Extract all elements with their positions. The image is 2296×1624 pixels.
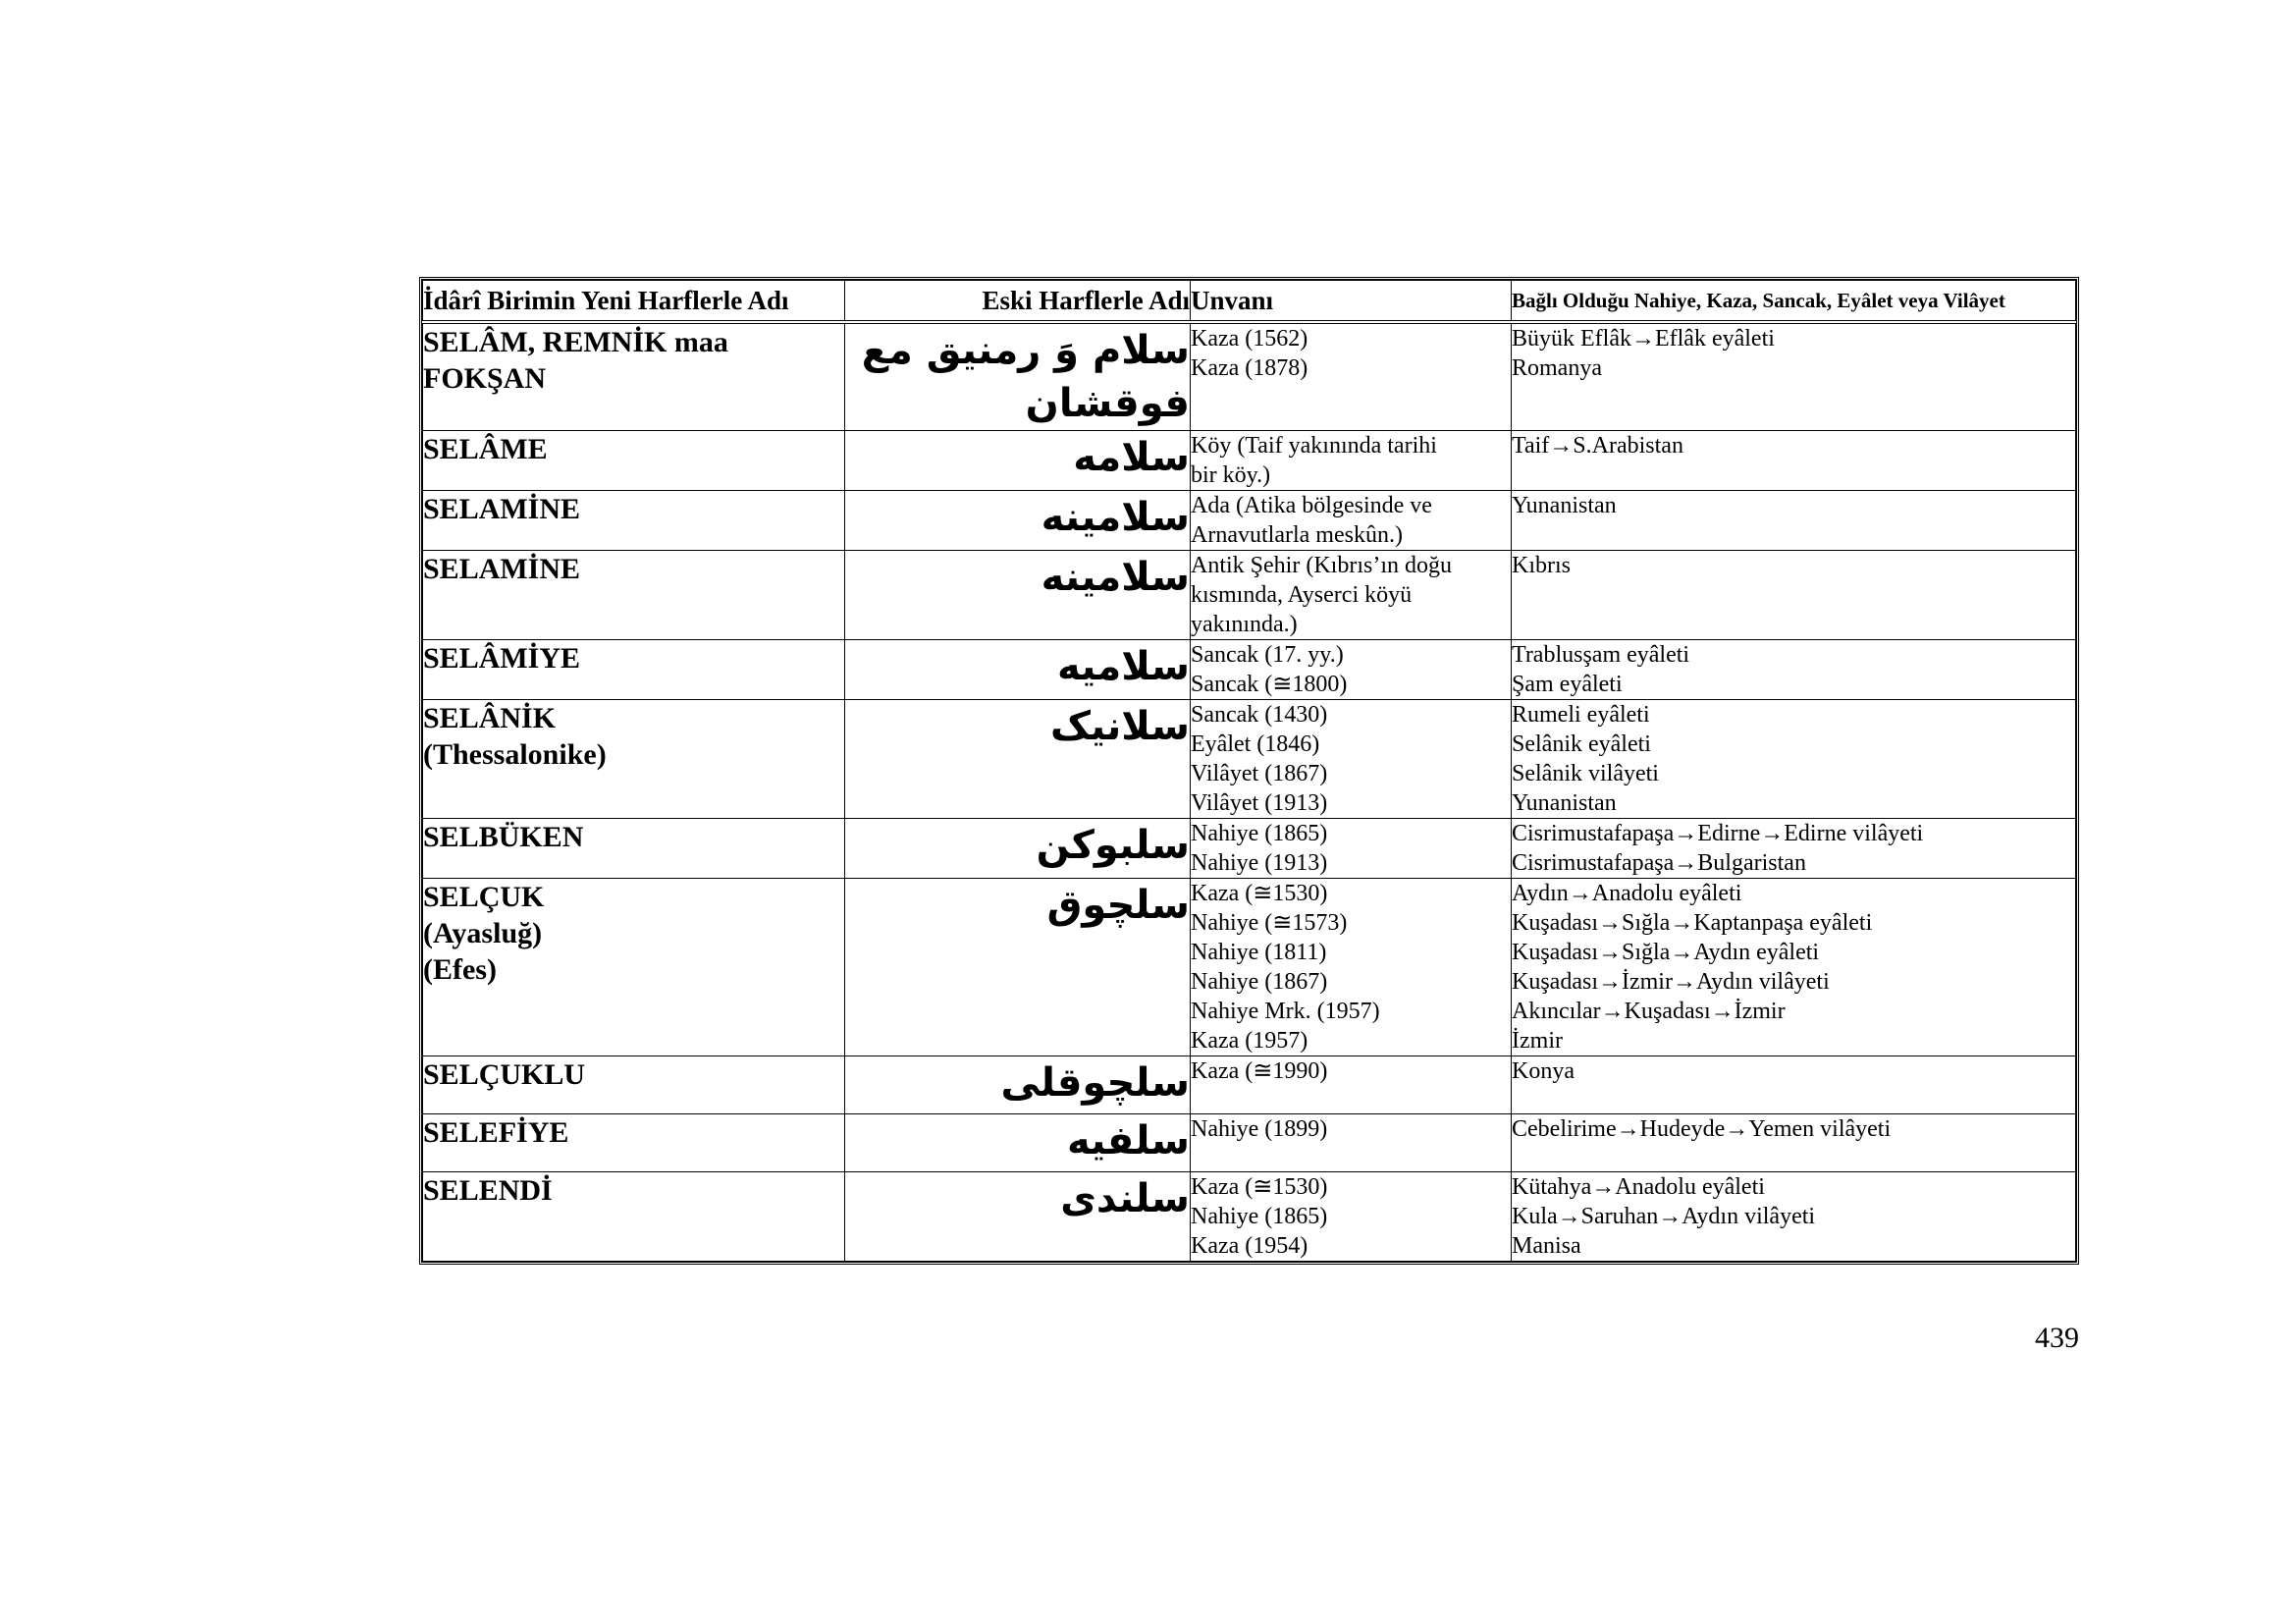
affiliation-line: Cebelirime→Hudeyde→Yemen vilâyeti (1512, 1116, 1892, 1142)
cell-title (1191, 1114, 1512, 1172)
cell-old-name: سلامينه (845, 551, 1191, 640)
title-line: Sancak (1430) (1191, 702, 1328, 728)
cell-affiliation (1512, 640, 2076, 700)
cell-title (1191, 640, 1512, 700)
affiliation-line: Kuşadası→Sığla→Kaptanpaşa eyâleti (1512, 910, 1873, 936)
cell-affiliation (1512, 1056, 2076, 1114)
affiliation-line: Cisrimustafapaşa→Bulgaristan (1512, 850, 1806, 876)
cell-old-name: سلامينه (845, 491, 1191, 551)
title-line: Kaza (1562) (1191, 326, 1308, 352)
cell-affiliation (1512, 551, 2076, 640)
affiliation-line: Akıncılar→Kuşadası→İzmir (1512, 999, 1786, 1024)
cell-new-name (423, 1172, 845, 1262)
affiliation-line: İzmir (1512, 1028, 1563, 1054)
cell-new-name (423, 491, 845, 551)
title-line: Nahiye (1867) (1191, 969, 1328, 995)
affiliation-line: Selânik vilâyeti (1512, 761, 1659, 786)
table-row (423, 1114, 2076, 1172)
cell-new-name (423, 1056, 845, 1114)
title-line: Kaza (1957) (1191, 1028, 1308, 1054)
title-line: Kaza (≅1530) (1191, 1174, 1328, 1200)
new-name-line: SELBÜKEN (423, 821, 584, 853)
cell-new-name (423, 1114, 845, 1172)
table-header (423, 281, 2076, 323)
title-line: Nahiye Mrk. (1957) (1191, 999, 1380, 1024)
affiliation-line: Taif→S.Arabistan (1512, 433, 1683, 459)
cell-old-name: سلام وَ رمنيق مع فوقشان (845, 322, 1191, 431)
title-line: Nahiye (1811) (1191, 940, 1327, 965)
new-name-line: SELÂM, REMNİK maa (423, 326, 728, 358)
affiliation-line: Romanya (1512, 355, 1602, 381)
title-line: Kaza (1954) (1191, 1233, 1308, 1259)
table-row (423, 640, 2076, 700)
table-row (423, 431, 2076, 491)
new-name-line: SELENDİ (423, 1174, 553, 1207)
cell-new-name (423, 879, 845, 1056)
title-line: Nahiye (1913) (1191, 850, 1328, 876)
cell-title (1191, 819, 1512, 879)
affiliation-line: Selânik eyâleti (1512, 731, 1651, 757)
cell-affiliation (1512, 322, 2076, 431)
affiliation-line: Kula→Saruhan→Aydın vilâyeti (1512, 1204, 1816, 1229)
table-row (423, 1056, 2076, 1114)
title-line: Arnavutlarla meskûn.) (1191, 522, 1403, 548)
affiliation-line: Trablusşam eyâleti (1512, 642, 1690, 668)
header-new-name: İdârî Birimin Yeni Harflerle Adı (423, 281, 845, 323)
affiliation-line: Kuşadası→İzmir→Aydın vilâyeti (1512, 969, 1830, 995)
cell-new-name (423, 431, 845, 491)
cell-title (1191, 1056, 1512, 1114)
header-row (423, 281, 2076, 323)
table-row (423, 491, 2076, 551)
cell-old-name: سلفيه (845, 1114, 1191, 1172)
header-title: Unvanı (1191, 281, 1512, 323)
affiliation-line: Kıbrıs (1512, 553, 1571, 578)
cell-affiliation (1512, 491, 2076, 551)
affiliation-line: Manisa (1512, 1233, 1581, 1259)
new-name-line: (Ayasluğ) (423, 917, 543, 949)
affiliation-line: Kütahya→Anadolu eyâleti (1512, 1174, 1765, 1200)
new-name-line: SELÇUK (423, 881, 545, 913)
cell-new-name (423, 700, 845, 819)
title-line: Vilâyet (1867) (1191, 761, 1328, 786)
cell-old-name: سلانيک (845, 700, 1191, 819)
table-row (423, 700, 2076, 819)
table-row (423, 551, 2076, 640)
new-name-line: SELÂNİK (423, 702, 557, 734)
cell-title (1191, 1172, 1512, 1262)
new-name-line: SELÂMİYE (423, 642, 581, 675)
cell-old-name: سلبوكن (845, 819, 1191, 879)
cell-new-name (423, 551, 845, 640)
title-line: Köy (Taif yakınında tarihi (1191, 433, 1437, 459)
cell-title (1191, 431, 1512, 491)
affiliation-line: Cisrimustafapaşa→Edirne→Edirne vilâyeti (1512, 821, 1924, 846)
cell-affiliation (1512, 1114, 2076, 1172)
table-row (423, 879, 2076, 1056)
title-line: Antik Şehir (Kıbrıs’ın doğu (1191, 553, 1452, 578)
new-name-line: SELAMİNE (423, 493, 581, 525)
title-line: Kaza (≅1990) (1191, 1058, 1328, 1084)
title-line: Nahiye (1899) (1191, 1116, 1328, 1142)
affiliation-line: Aydın→Anadolu eyâleti (1512, 881, 1742, 906)
cell-old-name: سلامه (845, 431, 1191, 491)
title-line: Vilâyet (1913) (1191, 790, 1328, 816)
cell-new-name (423, 640, 845, 700)
title-line: yakınında.) (1191, 612, 1298, 637)
table-row (423, 322, 2076, 431)
affiliation-line: Büyük Eflâk→Eflâk eyâleti (1512, 326, 1775, 352)
gazetteer-table (422, 280, 2076, 1262)
affiliation-line: Yunanistan (1512, 790, 1617, 816)
title-line: Sancak (17. yy.) (1191, 642, 1344, 668)
affiliation-line: Kuşadası→Sığla→Aydın eyâleti (1512, 940, 1820, 965)
title-line: Nahiye (1865) (1191, 821, 1328, 846)
header-old-name: Eski Harflerle Adı (845, 281, 1191, 323)
cell-affiliation (1512, 819, 2076, 879)
affiliation-line: Konya (1512, 1058, 1575, 1084)
cell-affiliation (1512, 431, 2076, 491)
title-line: bir köy.) (1191, 462, 1271, 488)
cell-old-name: سلاميه (845, 640, 1191, 700)
cell-old-name: سلندى (845, 1172, 1191, 1262)
cell-title (1191, 322, 1512, 431)
table-row (423, 819, 2076, 879)
cell-title (1191, 551, 1512, 640)
title-line: Nahiye (≅1573) (1191, 910, 1348, 936)
title-line: Sancak (≅1800) (1191, 672, 1348, 697)
new-name-line: (Efes) (423, 953, 497, 986)
new-name-line: (Thessalonike) (423, 738, 607, 771)
cell-old-name: سلچوقلى (845, 1056, 1191, 1114)
new-name-line: SELAMİNE (423, 553, 581, 585)
cell-new-name (423, 322, 845, 431)
cell-affiliation (1512, 1172, 2076, 1262)
new-name-line: SELÇUKLU (423, 1058, 586, 1091)
new-name-line: SELÂME (423, 433, 548, 465)
gazetteer-table-frame (419, 277, 2079, 1265)
cell-new-name (423, 819, 845, 879)
title-line: Nahiye (1865) (1191, 1204, 1328, 1229)
header-affiliation: Bağlı Olduğu Nahiye, Kaza, Sancak, Eyâlet veya Vilâyet (1512, 281, 2076, 323)
affiliation-line: Yunanistan (1512, 493, 1617, 518)
cell-old-name: سلچوق (845, 879, 1191, 1056)
title-line: Kaza (1878) (1191, 355, 1308, 381)
title-line: Kaza (≅1530) (1191, 881, 1328, 906)
table-body (423, 322, 2076, 1262)
cell-title (1191, 491, 1512, 551)
table-row (423, 1172, 2076, 1262)
page-number: 439 (2035, 1322, 2079, 1354)
new-name-line: FOKŞAN (423, 362, 547, 395)
cell-title (1191, 879, 1512, 1056)
cell-affiliation (1512, 879, 2076, 1056)
title-line: kısmında, Ayserci köyü (1191, 582, 1413, 608)
cell-affiliation (1512, 700, 2076, 819)
affiliation-line: Rumeli eyâleti (1512, 702, 1650, 728)
new-name-line: SELEFİYE (423, 1116, 569, 1149)
affiliation-line: Şam eyâleti (1512, 672, 1623, 697)
title-line: Eyâlet (1846) (1191, 731, 1320, 757)
title-line: Ada (Atika bölgesinde ve (1191, 493, 1432, 518)
cell-title (1191, 700, 1512, 819)
